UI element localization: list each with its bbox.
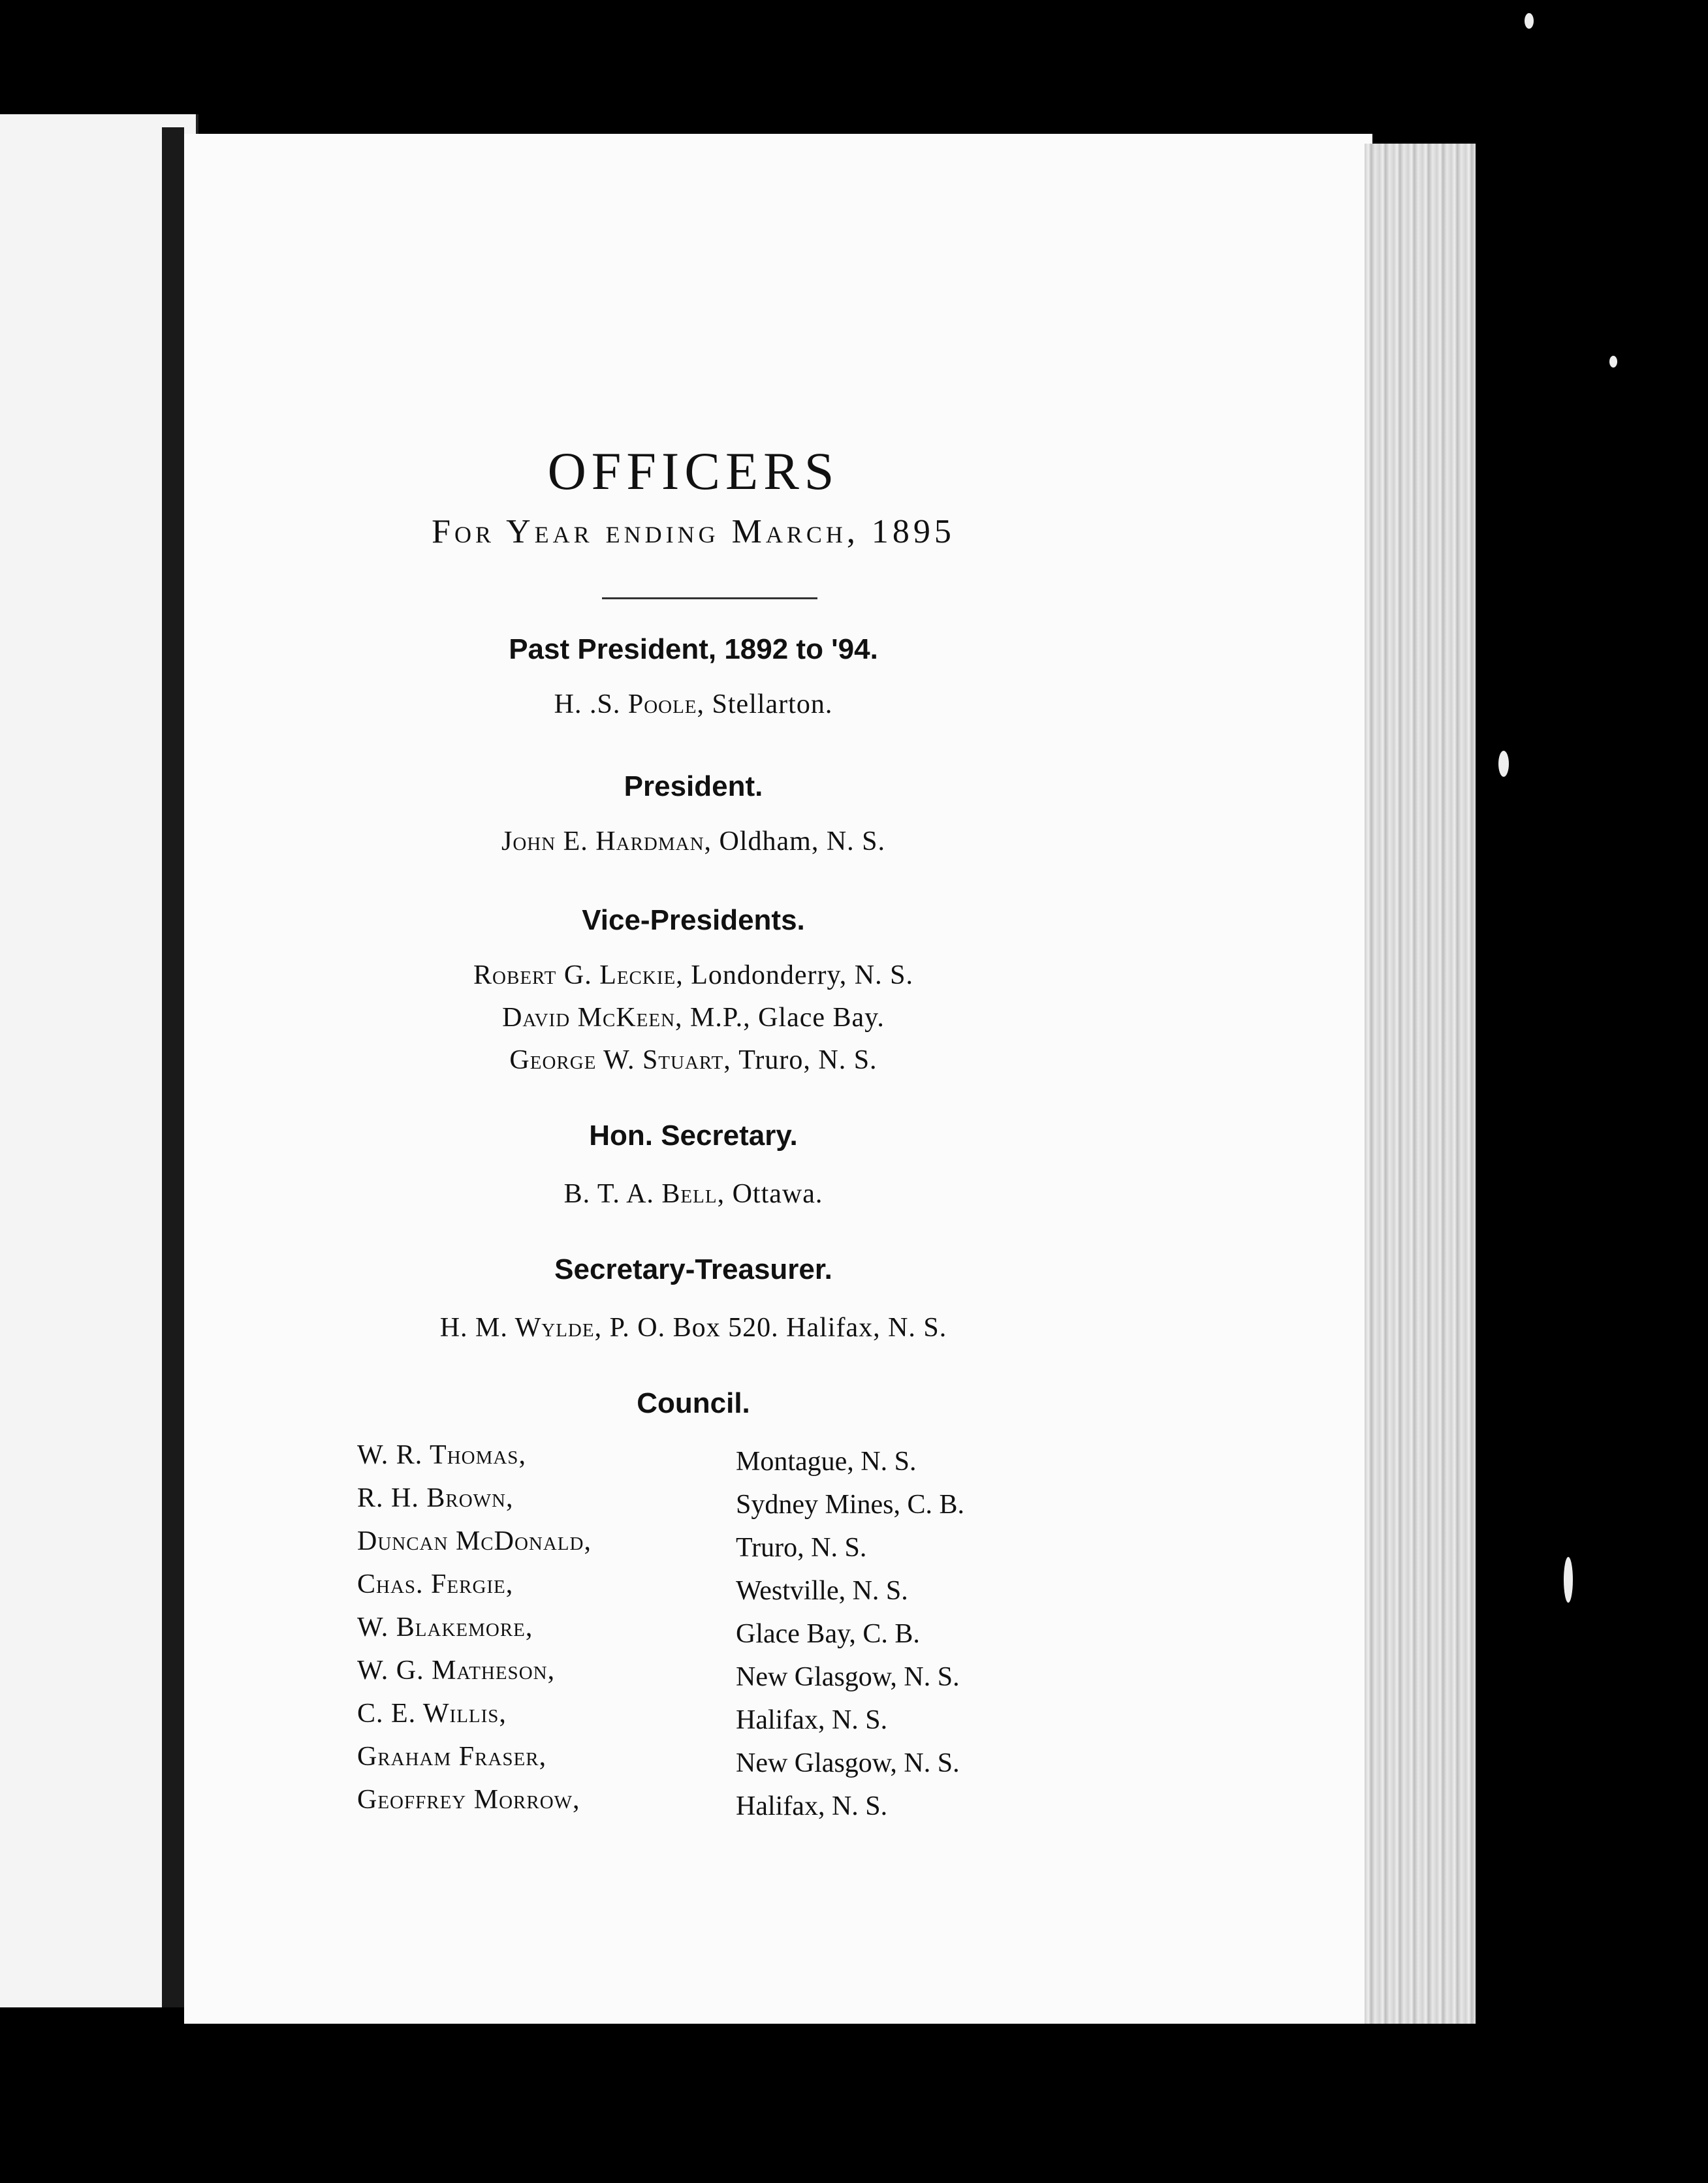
council-member-name: W. G. Matheson, xyxy=(357,1656,556,1686)
book-gutter xyxy=(162,127,184,2007)
council-member-place: Sydney Mines, C. B. xyxy=(736,1490,965,1520)
vice-presidents-heading: Vice-Presidents. xyxy=(582,904,805,936)
officer-place: Truro, N. S. xyxy=(738,1045,878,1075)
vice-president-entry xyxy=(184,1002,1203,1033)
hon-secretary-entry xyxy=(184,1178,1203,1210)
officer-name: H. .S. Poole, xyxy=(554,689,705,719)
council-member-place: New Glasgow, N. S. xyxy=(736,1662,960,1692)
past-president-entry xyxy=(184,689,1203,720)
scan-speck xyxy=(1609,356,1617,368)
council-member-name: Geoffrey Morrow, xyxy=(357,1785,580,1815)
council-member-name: C. E. Willis, xyxy=(357,1699,507,1729)
officer-name: George W. Stuart, xyxy=(509,1045,731,1075)
scan-speck xyxy=(1564,1557,1573,1603)
secretary-treasurer-entry xyxy=(184,1312,1203,1343)
council-member-place: Glace Bay, C. B. xyxy=(736,1619,920,1649)
officer-name: John E. Hardman, xyxy=(501,826,712,856)
page-edges xyxy=(1365,144,1476,2024)
scan-speck xyxy=(1525,13,1534,29)
council-member-name: Chas. Fergie, xyxy=(357,1569,514,1599)
council-member-place: Halifax, N. S. xyxy=(736,1791,888,1821)
officers-list xyxy=(184,134,1372,2024)
hon-secretary-heading: Hon. Secretary. xyxy=(589,1120,798,1152)
council-member-name: Duncan McDonald, xyxy=(357,1526,592,1556)
council-member-place: Truro, N. S. xyxy=(736,1533,867,1563)
officer-place: Stellarton. xyxy=(712,689,833,719)
council-member-name: R. H. Brown, xyxy=(357,1483,514,1513)
president-heading: President. xyxy=(624,770,763,802)
vice-president-entry xyxy=(184,960,1203,991)
president-entry xyxy=(184,826,1203,857)
officer-place: M.P., Glace Bay. xyxy=(690,1003,885,1033)
officer-name: H. M. Wylde, xyxy=(439,1313,603,1343)
council-heading: Council. xyxy=(637,1387,750,1419)
secretary-treasurer-heading: Secretary-Treasurer. xyxy=(554,1253,832,1285)
council-member-name: W. Blakemore, xyxy=(357,1612,533,1642)
council-member-place: Montague, N. S. xyxy=(736,1447,917,1477)
page-title: OFFICERS xyxy=(547,441,840,501)
page-subtitle: For Year ending March, 1895 xyxy=(432,513,955,550)
vice-president-entry xyxy=(184,1044,1203,1076)
divider-rule xyxy=(602,597,817,599)
council-member-place: Westville, N. S. xyxy=(736,1576,908,1606)
council-member-name: W. R. Thomas, xyxy=(357,1440,526,1470)
officer-name: B. T. A. Bell, xyxy=(563,1179,725,1209)
officer-place: Oldham, N. S. xyxy=(719,826,886,856)
officer-place: P. O. Box 520. Halifax, N. S. xyxy=(609,1313,947,1343)
officer-place: Londonderry, N. S. xyxy=(691,960,913,990)
officer-name: David McKeen, xyxy=(502,1003,683,1033)
officer-place: Ottawa. xyxy=(732,1179,823,1209)
council-member-name: Graham Fraser, xyxy=(357,1742,547,1772)
officer-name: Robert G. Leckie, xyxy=(473,960,684,990)
council-member-place: New Glasgow, N. S. xyxy=(736,1748,960,1778)
scan-speck xyxy=(1498,751,1509,777)
past-president-heading: Past President, 1892 to '94. xyxy=(509,633,878,665)
council-member-place: Halifax, N. S. xyxy=(736,1705,888,1735)
